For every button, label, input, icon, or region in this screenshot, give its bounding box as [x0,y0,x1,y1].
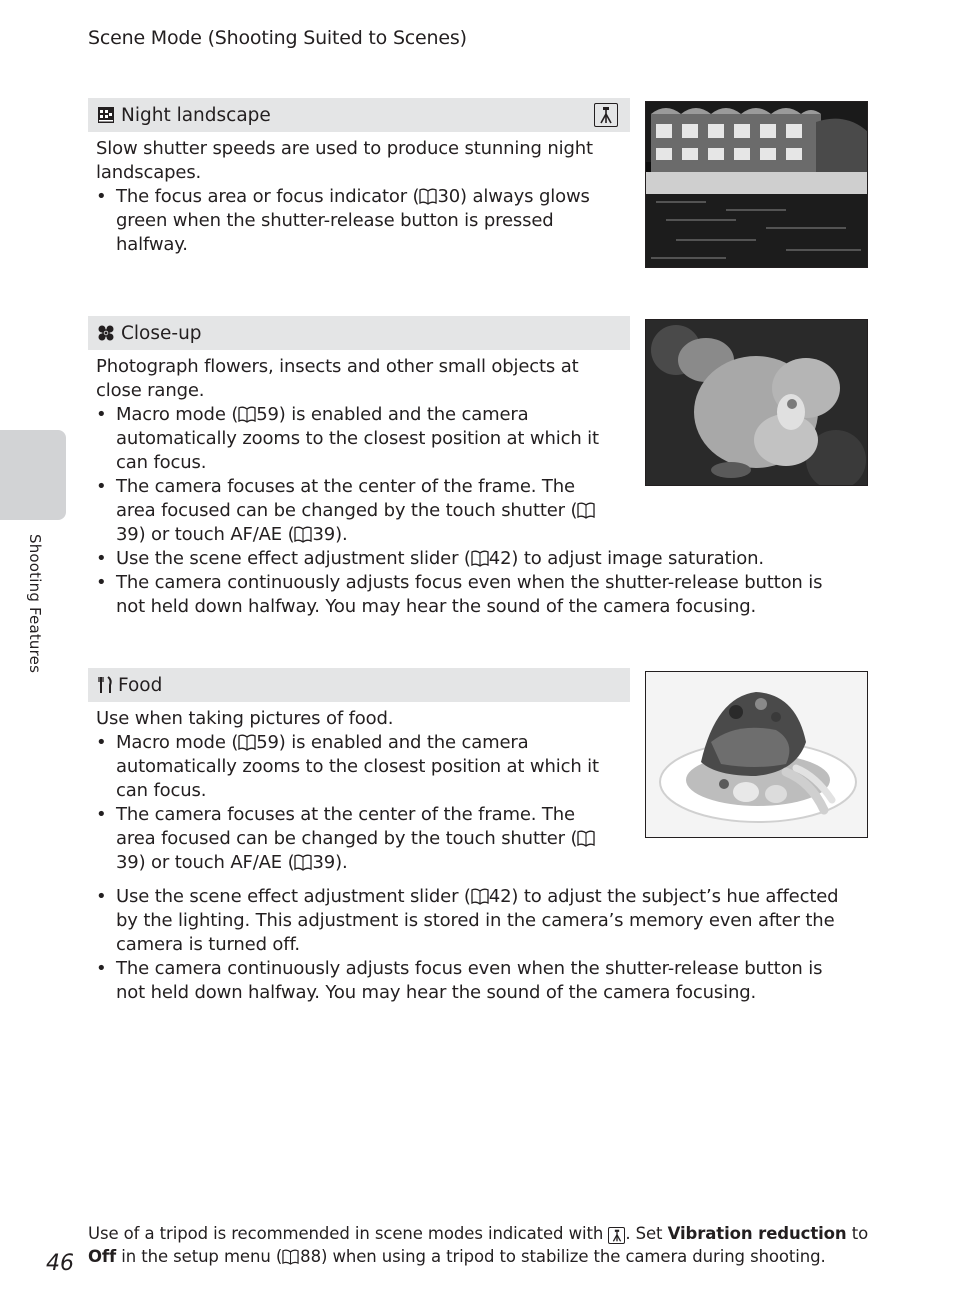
close-up-icon [97,324,115,342]
bullet-item: • The focus area or focus indicator ( 30) always glows green when the shutter-release button is pressed halfway. [96,185,626,257]
chapter-label: Shooting Features [26,534,44,674]
bullet-item: • The camera continuously adjusts focus even when the shutter-release button is not held down halfway. You may hear the sound of the camera focusing. [96,571,856,619]
footnote: Use of a tripod is recommended in scene modes indicated with . Set Vibration reduction to Off in the setup menu ( 88) when using a tripod to stabilize the camera during shooting. [88,1224,869,1266]
bullet-item: • Use the scene effect adjustment slider ( 42) to adjust image saturation. [96,547,856,571]
page-header: Scene Mode (Shooting Suited to Scenes) [88,27,467,49]
section-title: Night landscape [121,104,271,126]
bullet-item: • The camera focuses at the center of the frame. The area focused can be changed by the touch shutter (39) or touch AF/AE ( 39). [96,475,616,547]
book-ref-icon [294,526,312,543]
section-body-night-landscape [96,137,626,257]
bullet-item: • Macro mode ( 59) is enabled and the camera automatically zooms to the closest position at which it can focus. [96,403,616,475]
section-heading-food [88,668,630,702]
book-ref-icon [577,502,595,519]
book-ref-icon [238,734,256,751]
book-ref-icon [294,854,312,871]
bullet-item: • The camera continuously adjusts focus even when the shutter-release button is not held down halfway. You may hear the sound of the camera focusing. [96,957,856,1005]
section-heading-close-up [88,316,630,350]
section-intro: Slow shutter speeds are used to produce stunning night landscapes. [96,138,593,183]
section-intro: Photograph flowers, insects and other small objects at close range. [96,356,579,401]
bullet-item: • Use the scene effect adjustment slider ( 42) to adjust the subject’s hue affected by the lighting. This adjustment is stored in the camera’s memory even after the camera is turned off. [96,885,856,957]
book-ref-icon [471,550,489,567]
section-title: Food [118,674,163,696]
book-ref-icon [238,406,256,423]
book-ref-icon [471,888,489,905]
page-number: 46 [46,1251,74,1276]
section-body-food [96,707,856,1005]
tripod-icon [594,103,618,127]
tripod-icon [608,1227,625,1244]
night-landscape-photo [645,101,868,268]
book-ref-icon [282,1248,300,1265]
night-landscape-icon [97,106,115,124]
book-ref-icon [419,188,437,205]
section-heading-night-landscape [88,98,630,132]
section-intro: Use when taking pictures of food. [96,708,394,729]
bullet-item: • Macro mode ( 59) is enabled and the camera automatically zooms to the closest position at which it can focus. [96,731,616,803]
chapter-tab [0,430,66,520]
book-ref-icon [577,830,595,847]
section-body-close-up [96,355,856,619]
section-title: Close-up [121,322,202,344]
food-icon [97,676,115,694]
bullet-item: • The camera focuses at the center of the frame. The area focused can be changed by the touch shutter (39) or touch AF/AE ( 39). [96,803,616,875]
